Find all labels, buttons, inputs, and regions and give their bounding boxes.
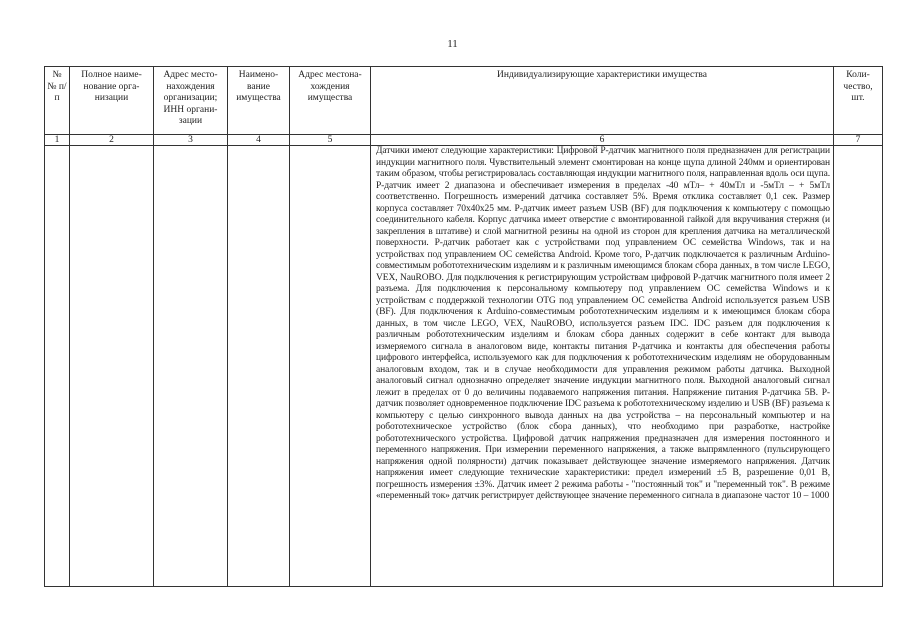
column-number: 5 [290,135,371,146]
property-table [44,66,883,587]
header-characteristics: Индивидуализирующие характеристики имущества [371,67,834,135]
header-organization-address: Адрес место-нахождения организации; ИНН органи-зации [154,67,228,135]
cell-property-address [290,146,371,587]
column-number: 1 [45,135,70,146]
column-number-row [45,135,883,146]
cell-property-name [228,146,290,587]
header-number: № № п/п [45,67,70,135]
cell-organization-address [154,146,228,587]
cell-number [45,146,70,587]
column-number: 7 [834,135,883,146]
column-number: 3 [154,135,228,146]
header-organization-name: Полное наиме-нование орга-низации [70,67,154,135]
cell-organization-name [70,146,154,587]
header-quantity: Коли-чество, шт. [834,67,883,135]
column-number: 4 [228,135,290,146]
column-number: 2 [70,135,154,146]
table-header-row [45,67,883,135]
header-property-name: Наимено-вание имущества [228,67,290,135]
page-number: 11 [447,38,458,50]
table-row [45,146,883,587]
header-property-address: Адрес местона-хождения имущества [290,67,371,135]
column-number: 6 [371,135,834,146]
cell-quantity [834,146,883,587]
cell-characteristics-text: Датчики имеют следующие характеристики: Цифровой Р-датчик магнитного поля предназначен для регистрации индукции магнитного поля. Чувствительный элемент смонтирован на конце щупа длиной 240мм и ориентирован таким образом, чтобы регистрировалась составляющая индукции магнитного поля, направленная вдоль оси щупа. Р-датчик имеет 2 диапазона и обеспечивает измерения в пределах -40 мТл– + 40мТл и -5мТл – + 5мТл соответственно. Погрешность измерений датчика составляет 5%. Время отклика составляет 0,1 сек. Размер корпуса составляет 70х40х25 мм. Р-датчик имеет разъем USB (BF) для подключения к компьютеру с помощью соединительного кабеля. Корпус датчика имеет отверстие с вмонтированной гайкой для вкручивания стержня (и закрепления в штативе) и слой магнитной резины на одной из сторон для крепления датчика на металлической поверхности. Р-датчик работает как с устройствами под управлением ОС семейства Windows, так и на устройствах под управлением ОС семейства Android. Кроме того, Р-датчик подключается к различным Arduino-совместимым робототехническим изделиям и к различным имеющимся блокам сбора данных, в том числе LEGO, VEX, NauROBO. Для подключения к регистрирующим устройствам цифровой Р-датчик магнитного поля имеет 2 разъема. Для подключения к персональному компьютеру под управлением ОС семейства Windows и к устройствам с поддержкой технологии OTG под управлением ОС семейства Android используется разъем USB (BF). Для подключения к Arduino-совместимым робототехническим изделиям и к имеющимся блокам сбора данных, в том числе LEGO, VEX, NauROBO, используется разъем IDC. IDC разъем для подключения к различным робототехническим изделиям и блокам сбора данных содержит в себе контакт для вывода измеряемого сигнала в аналоговом виде, контакты питания Р-датчика и контакты для обеспечения работы цифрового интерфейса, используемого как для подключения к робототехническим изделиям не оборудованным аналоговым входом, так и в случае необходимости для управления режимом работы датчика. Выходной аналоговый сигнал однозначно определяет значение индукции магнитного поля. Выходной аналоговый сигнал лежит в пределах от 0 до величины подаваемого напряжения питания. Напряжение питания Р-датчика 5В. Р-датчик позволяет одновременное подключение IDC разъема к робототехническому изделию и USB (BF) разъема к компьютеру с целью синхронного вывода данных на два устройства – на персональный компьютер и на робототехническое устройство (блок сбора данных), что необходимо при разработке, настройке робототехнического устройства. Цифровой датчик напряжения предназначен для измерения постоянного и переменного напряжения. При измерении переменного напряжения, а также выпрямленного (пульсирующего напряжения одной полярности) датчик показывает действующее значение измеряемого напряжения. Датчик напряжения имеет следующие технические характеристики: предел измерений ±5 В, разрешение 0,01 В, погрешность измерения ±3%. Датчик имеет 2 режима работы - "постоянный ток" и "переменный ток". В режиме «переменный ток» датчик регистрирует действующее значение переменного сигнала в диапазоне частот 10 – 1000 [371,146,834,587]
